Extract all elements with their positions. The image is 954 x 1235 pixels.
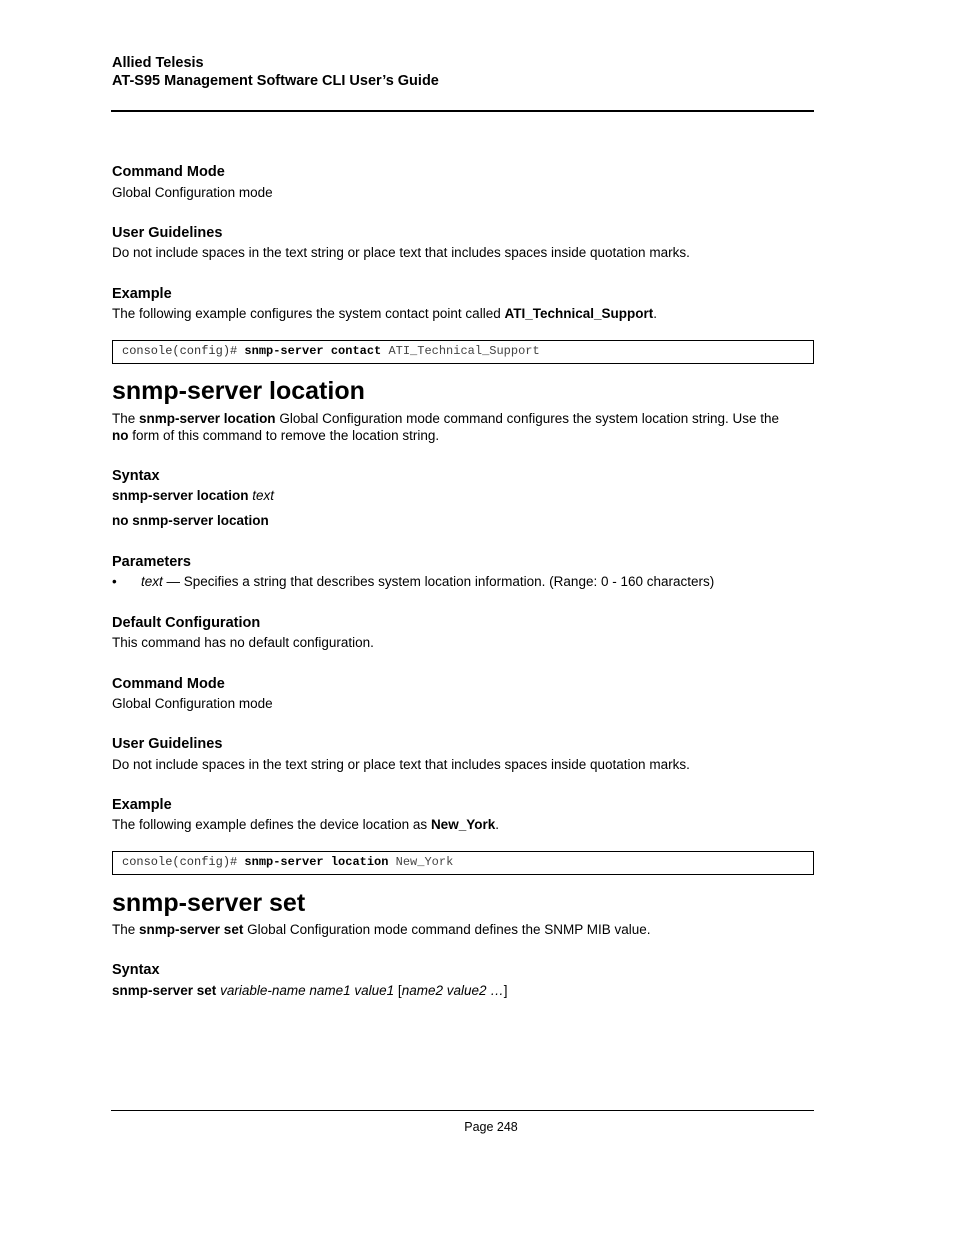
default-config-text: This command has no default configuration. (112, 635, 374, 650)
example-bold-value: ATI_Technical_Support (504, 306, 654, 321)
user-guidelines-text: Do not include spaces in the text string or place text that includes spaces inside quotation marks. (112, 757, 690, 772)
page-number: Page 248 (464, 1120, 518, 1134)
location-intro-line2: no form of this command to remove the location string. (112, 428, 440, 443)
user-guidelines-text: Do not include spaces in the text string or place text that includes spaces inside quotation marks. (112, 245, 690, 260)
code-example-location (112, 851, 814, 875)
code-line: console(config)# snmp-server contact ATI_Technical_Support (122, 344, 540, 358)
syntax-no-line: no snmp-server location (112, 513, 269, 528)
parameters-heading: Parameters (112, 554, 191, 570)
parameter-bullet: • (112, 574, 117, 589)
location-intro-line1: The snmp-server location Global Configuration mode command configures the system location string. Use the (112, 411, 780, 426)
example-text: The following example defines the device location as New_York. (112, 817, 499, 832)
set-intro: The snmp-server set Global Configuration mode command defines the SNMP MIB value. (112, 922, 651, 937)
user-guidelines-heading: User Guidelines (112, 225, 223, 241)
example-heading: Example (112, 797, 172, 813)
code-line: console(config)# snmp-server location New_York (122, 855, 454, 869)
command-mode-heading: Command Mode (112, 164, 225, 180)
company-name: Allied Telesis (112, 55, 204, 71)
user-guidelines-heading: User Guidelines (112, 736, 223, 752)
footer-rule (111, 1110, 814, 1111)
example-heading: Example (112, 286, 172, 302)
default-config-heading: Default Configuration (112, 615, 261, 631)
section-title-set: snmp-server set (112, 889, 306, 917)
example-bold-value: New_York (430, 817, 496, 832)
section-title-location: snmp-server location (112, 377, 365, 405)
command-mode-text: Global Configuration mode (112, 185, 273, 200)
command-mode-heading: Command Mode (112, 676, 225, 692)
example-text: The following example configures the system contact point called ATI_Technical_Support. (112, 306, 658, 321)
syntax-line: snmp-server set variable-name name1 value1 [name2 value2 …] (112, 983, 508, 998)
guide-title: AT-S95 Management Software CLI User’s Guide (112, 73, 439, 89)
syntax-line: snmp-server location text (112, 488, 275, 503)
parameter-item: text — Specifies a string that describes system location information. (Range: 0 - 160 characters) (141, 574, 715, 589)
command-mode-text: Global Configuration mode (112, 696, 273, 711)
syntax-heading: Syntax (112, 468, 160, 484)
code-example-contact (112, 340, 814, 364)
syntax-heading: Syntax (112, 962, 160, 978)
header-rule (111, 110, 814, 112)
